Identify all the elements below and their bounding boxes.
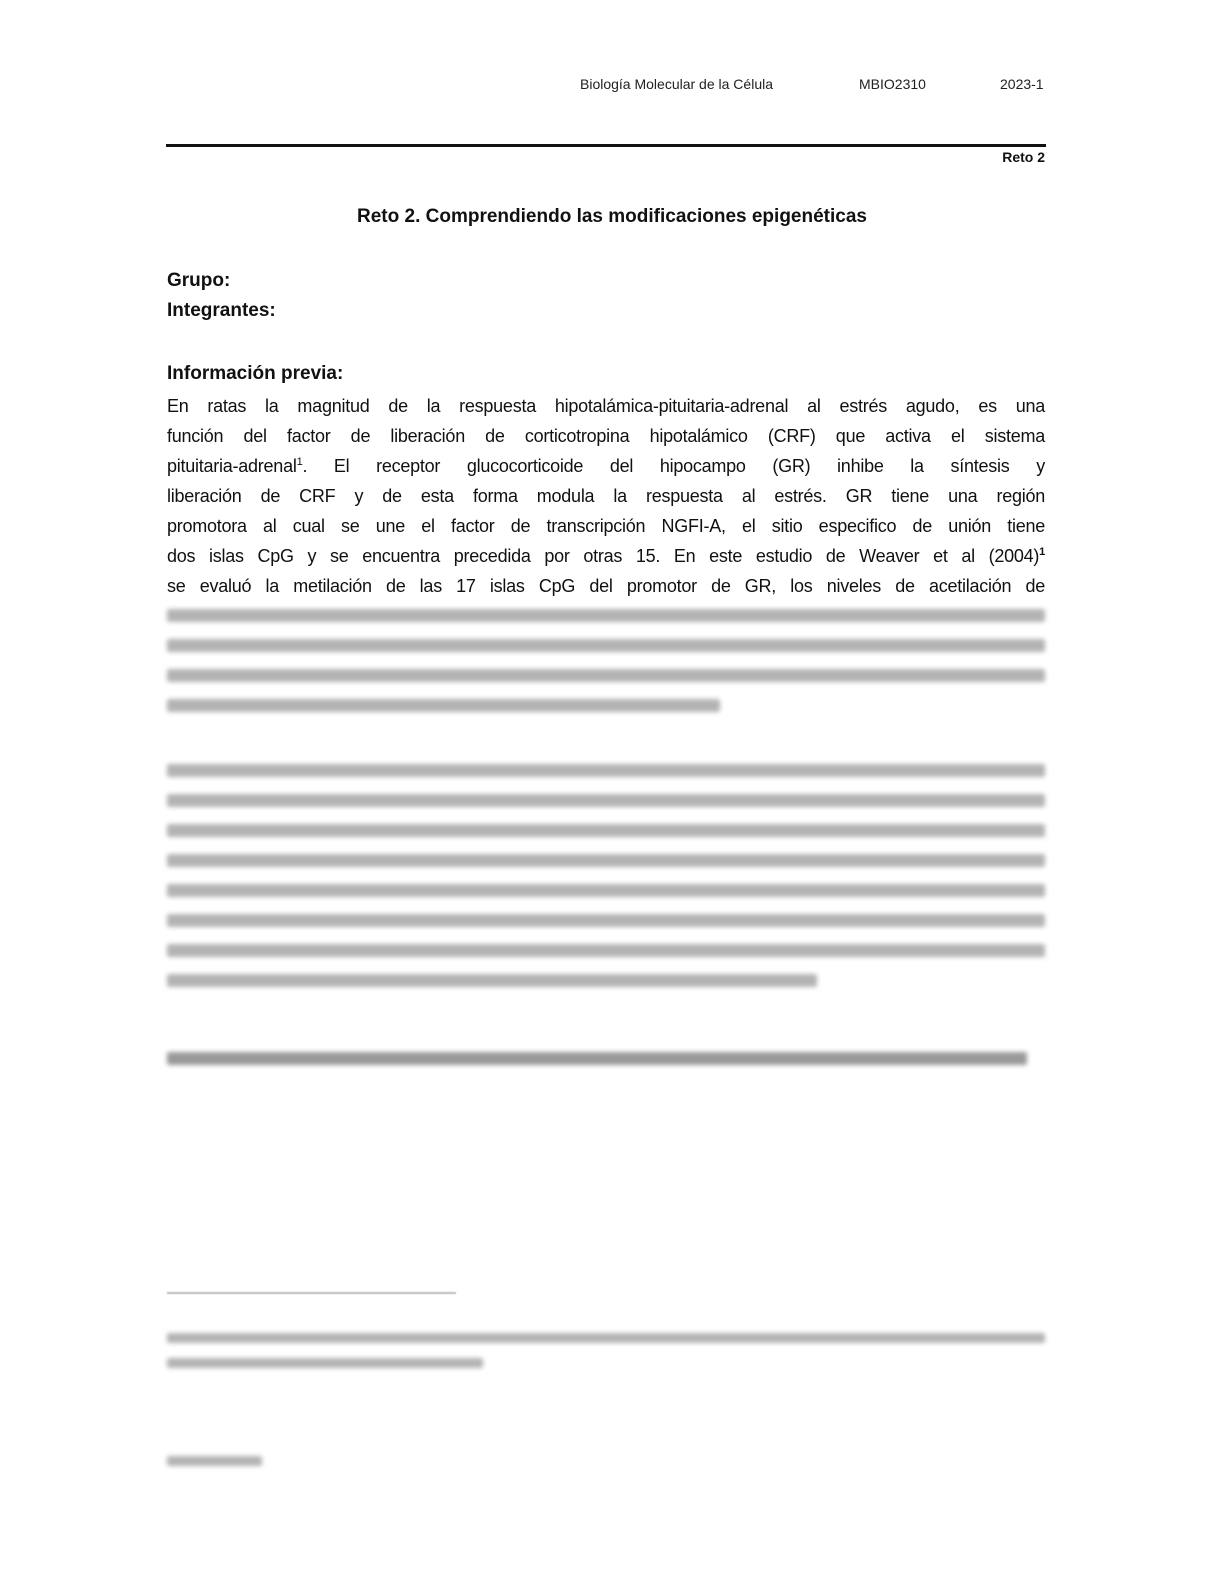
paragraph-line: dos islas CpG y se encuentra precedida por otras 15. En este estudio de Weaver et al $(2004)^1$ xyxy=(167,546,1045,566)
footnote-ref: 1 xyxy=(296,456,303,468)
header-term: 2023-1 xyxy=(1000,76,1044,92)
page-title: Reto 2. Comprendiendo las modificaciones epigenéticas xyxy=(357,206,867,227)
paragraph-line: función del factor de liberación de corticotropina hipotalámico (CRF) que activa el sistema xyxy=(167,426,1045,446)
paragraph-line: pituitaria-adrenal$^1$. El receptor glucocorticoide del hipocampo (GR) inhibe la síntesis y xyxy=(167,456,1045,476)
paragraph-line: se evaluó la metilación de las 17 islas CpG del promotor de GR, los niveles de acetilación de xyxy=(167,576,1045,596)
blurred-question xyxy=(167,1043,1045,1073)
blurred-footnote xyxy=(167,1325,1045,1375)
footnote-rule xyxy=(167,1292,456,1294)
header-rule xyxy=(166,144,1046,147)
blurred-paragraph-1 xyxy=(167,600,1045,720)
group-label: Grupo: xyxy=(167,270,231,291)
header-code: MBIO2310 xyxy=(859,76,926,92)
header-course: Biología Molecular de la Célula xyxy=(580,76,773,92)
members-label: Integrantes: xyxy=(167,300,276,321)
paragraph-line: promotora al cual se une el factor de transcripción NGFI-A, el sitio especifico de unión tiene xyxy=(167,516,1045,536)
header-section: Reto 2 xyxy=(1002,149,1045,165)
intro-paragraph xyxy=(167,391,1045,601)
footnote-ref: 1 xyxy=(1039,546,1045,558)
blurred-paragraph-2 xyxy=(167,755,1045,995)
intro-heading: Información previa: xyxy=(167,363,344,384)
paragraph-line: En ratas la magnitud de la respuesta hipotalámica-pituitaria-adrenal al estrés agudo, es una xyxy=(167,396,1045,416)
paragraph-line: liberación de CRF y de esta forma modula la respuesta al estrés. GR tiene una región xyxy=(167,486,1045,506)
blurred-page-number xyxy=(167,1446,262,1476)
